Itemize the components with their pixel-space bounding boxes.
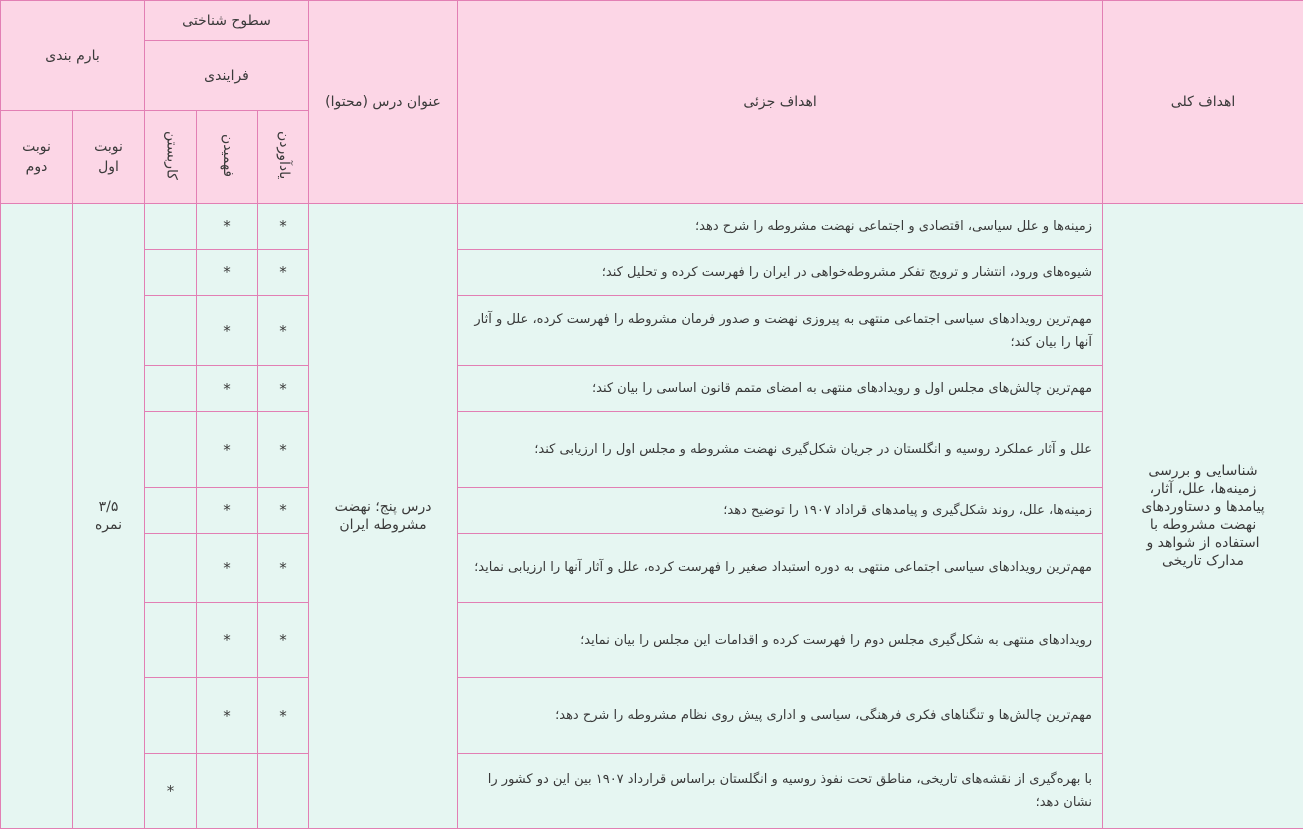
header-scoring: بارم بندی [1, 1, 145, 111]
understand-mark: * [197, 366, 258, 412]
recall-mark: * [258, 296, 309, 366]
apply-mark [145, 487, 197, 533]
objective-text: علل و آثار عملکرد روسیه و انگلستان در جریان شکل‌گیری نهضت مشروطه و مجلس اول را ارزیابی کند؛ [458, 412, 1103, 487]
recall-mark: * [258, 487, 309, 533]
objective-text: شیوه‌های ورود، انتشار و ترویج تفکر مشروطه‌خواهی در ایران را فهرست کرده و تحلیل کند؛ [458, 249, 1103, 295]
understand-mark: * [197, 203, 258, 249]
apply-mark [145, 249, 197, 295]
understand-mark [197, 753, 258, 828]
recall-mark: * [258, 249, 309, 295]
apply-mark [145, 366, 197, 412]
header-understand: فهمیدن [197, 111, 258, 203]
apply-mark [145, 296, 197, 366]
understand-mark: * [197, 678, 258, 753]
term1-score: ۳/۵ نمره [73, 203, 145, 828]
objective-text: مهم‌ترین رویدادهای سیاسی اجتماعی منتهی به دوره استبداد صغیر را فهرست کرده، علل و آثار آنها را ارزیابی نماید؛ [458, 533, 1103, 602]
header-recall: یادآوردن [258, 111, 309, 203]
objective-text: مهم‌ترین چالش‌ها و تنگناهای فکری فرهنگی، سیاسی و اداری پیش روی نظام مشروطه را شرح دهد؛ [458, 678, 1103, 753]
objective-text: زمینه‌ها، علل، روند شکل‌گیری و پیامدهای قراداد ۱۹۰۷ را توضیح دهد؛ [458, 487, 1103, 533]
understand-mark: * [197, 533, 258, 602]
apply-mark [145, 533, 197, 602]
understand-mark: * [197, 603, 258, 678]
header-process: فرایندی [145, 41, 309, 111]
apply-mark: * [145, 753, 197, 828]
apply-mark [145, 603, 197, 678]
objective-text: مهم‌ترین رویدادهای سیاسی اجتماعی منتهی به پیروزی نهضت و صدور فرمان مشروطه را فهرست کرده، علل و آثار آنها را بیان کند؛ [458, 296, 1103, 366]
recall-mark: * [258, 203, 309, 249]
header-detailed-goals: اهداف جزئی [458, 1, 1103, 204]
header-apply: کاربستن [145, 111, 197, 203]
objective-text: رویدادهای منتهی به شکل‌گیری مجلس دوم را فهرست کرده و اقدامات این مجلس را بیان نماید؛ [458, 603, 1103, 678]
objective-text: با بهره‌گیری از نقشه‌های تاریخی، مناطق تحت نفوذ روسیه و انگلستان براساس قرارداد ۱۹۰۷ بین این دو کشور را نشان دهد؛ [458, 753, 1103, 828]
lesson-title-cell: درس پنج؛ نهضت مشروطه ایران [309, 203, 458, 828]
header-term2: نوبت دوم [1, 111, 73, 203]
header-term1: نوبت اول [73, 111, 145, 203]
recall-mark: * [258, 366, 309, 412]
apply-mark [145, 203, 197, 249]
header-lesson-title: عنوان درس (محتوا) [309, 1, 458, 204]
recall-mark [258, 753, 309, 828]
term2-score [1, 203, 73, 828]
apply-mark [145, 412, 197, 487]
objective-text: زمینه‌ها و علل سیاسی، اقتصادی و اجتماعی نهضت مشروطه را شرح دهد؛ [458, 203, 1103, 249]
understand-mark: * [197, 249, 258, 295]
recall-mark: * [258, 678, 309, 753]
understand-mark: * [197, 296, 258, 366]
recall-mark: * [258, 533, 309, 602]
recall-mark: * [258, 603, 309, 678]
header-cognitive-levels: سطوح شناختی [145, 1, 309, 41]
table-row [1, 203, 1303, 249]
objective-text: مهم‌ترین چالش‌های مجلس اول و رویدادهای منتهی به امضای متمم قانون اساسی را بیان کند؛ [458, 366, 1103, 412]
header-general-goals: اهداف کلی [1103, 1, 1303, 204]
understand-mark: * [197, 487, 258, 533]
general-goal-cell: شناسایی و بررسی زمینه‌ها، علل، آثار، پیامدها و دستاوردهای نهضت مشروطه با استفاده از شواهد و مدارک تاریخی [1103, 203, 1303, 828]
recall-mark: * [258, 412, 309, 487]
understand-mark: * [197, 412, 258, 487]
apply-mark [145, 678, 197, 753]
